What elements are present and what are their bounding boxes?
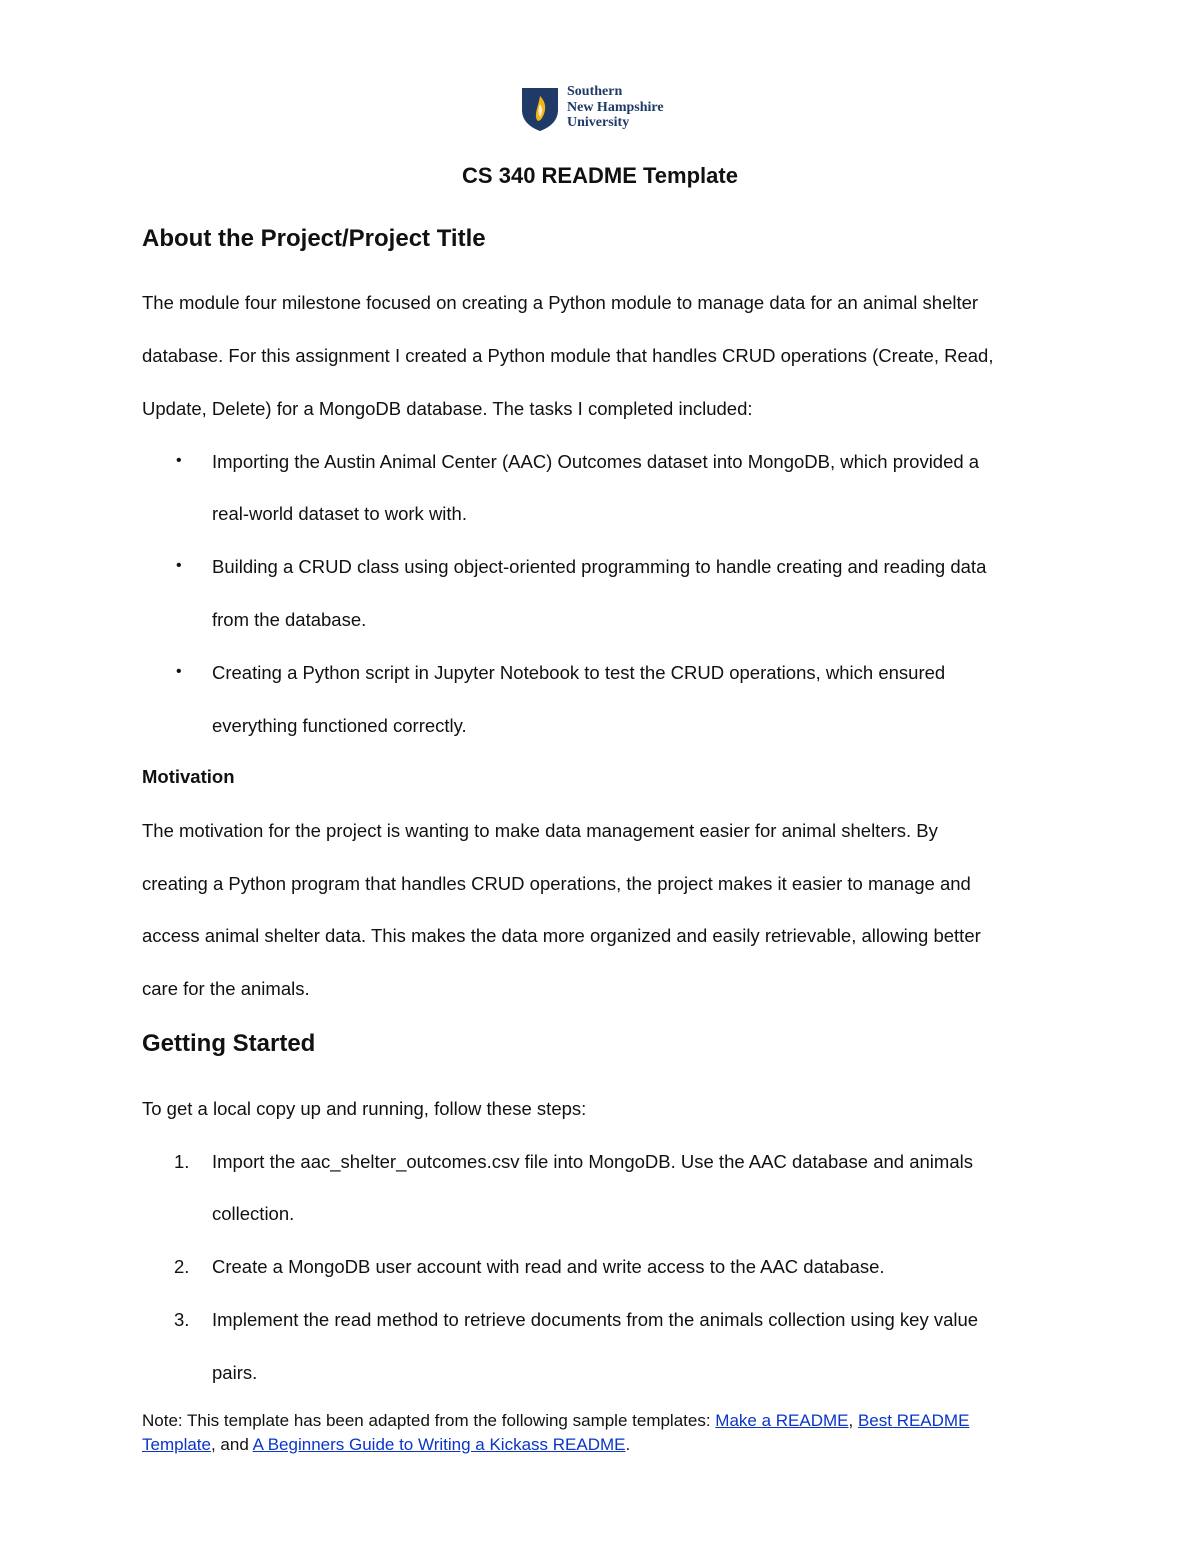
make-a-readme-link[interactable]: Make a README xyxy=(715,1411,849,1430)
paragraph-line: care for the animals. xyxy=(142,978,310,999)
best-readme-template-link[interactable]: Best README Template xyxy=(142,1411,970,1454)
paragraph-line: creating a Python program that handles CRUD operations, the project makes it easier to manage and xyxy=(142,873,971,894)
bullet-item-line: Creating a Python script in Jupyter Notebook to test the CRUD operations, which ensured xyxy=(212,662,946,683)
step-line: Implement the read method to retrieve documents from the animals collection using key value xyxy=(212,1309,979,1330)
step-number: 2. xyxy=(174,1256,190,1277)
getting-started-intro: To get a local copy up and running, follow these steps: xyxy=(142,1098,587,1119)
shield-flame-icon xyxy=(520,86,560,132)
bullet-icon: • xyxy=(176,557,182,574)
paragraph-line: access animal shelter data. This makes the data more organized and easily retrievable, allowing better xyxy=(142,925,981,946)
bullet-icon: • xyxy=(176,663,182,680)
paragraph-line: The motivation for the project is wanting to make data management easier for animal shelters. By xyxy=(142,820,938,841)
about-heading: About the Project/Project Title xyxy=(142,225,486,252)
paragraph-line: The module four milestone focused on creating a Python module to manage data for an animal shelter xyxy=(142,292,979,313)
bullet-item-line: everything functioned correctly. xyxy=(212,715,467,736)
university-logo xyxy=(520,84,690,134)
paragraph-line: Update, Delete) for a MongoDB database. The tasks I completed included: xyxy=(142,398,753,419)
bullet-item-line: from the database. xyxy=(212,609,367,630)
step-line: Import the aac_shelter_outcomes.csv file into MongoDB. Use the AAC database and animals xyxy=(212,1151,973,1172)
step-line: collection. xyxy=(212,1203,295,1224)
paragraph-line: database. For this assignment I created a Python module that handles CRUD operations (Create, Read, xyxy=(142,345,994,366)
step-number: 3. xyxy=(174,1309,190,1330)
template-note: Note: This template has been adapted from the following sample templates: Make a README, Best README Template, and A Beginners Guide to Writing a Kickass README. xyxy=(142,1411,970,1454)
step-line: pairs. xyxy=(212,1362,258,1383)
motivation-heading: Motivation xyxy=(142,766,235,787)
bullet-item-line: Importing the Austin Animal Center (AAC) Outcomes dataset into MongoDB, which provided a xyxy=(212,451,980,472)
kickass-readme-guide-link[interactable]: A Beginners Guide to Writing a Kickass README xyxy=(252,1435,626,1454)
step-number: 1. xyxy=(174,1151,190,1172)
getting-started-heading: Getting Started xyxy=(142,1030,316,1057)
bullet-icon: • xyxy=(176,452,182,469)
bullet-item-line: real-world dataset to work with. xyxy=(212,503,467,524)
step-line: Create a MongoDB user account with read and write access to the AAC database. xyxy=(212,1256,885,1277)
document-title: CS 340 README Template xyxy=(462,163,738,188)
bullet-item-line: Building a CRUD class using object-oriented programming to handle creating and reading data xyxy=(212,556,987,577)
logo-wordmark: Southern New Hampshire University xyxy=(567,84,664,130)
